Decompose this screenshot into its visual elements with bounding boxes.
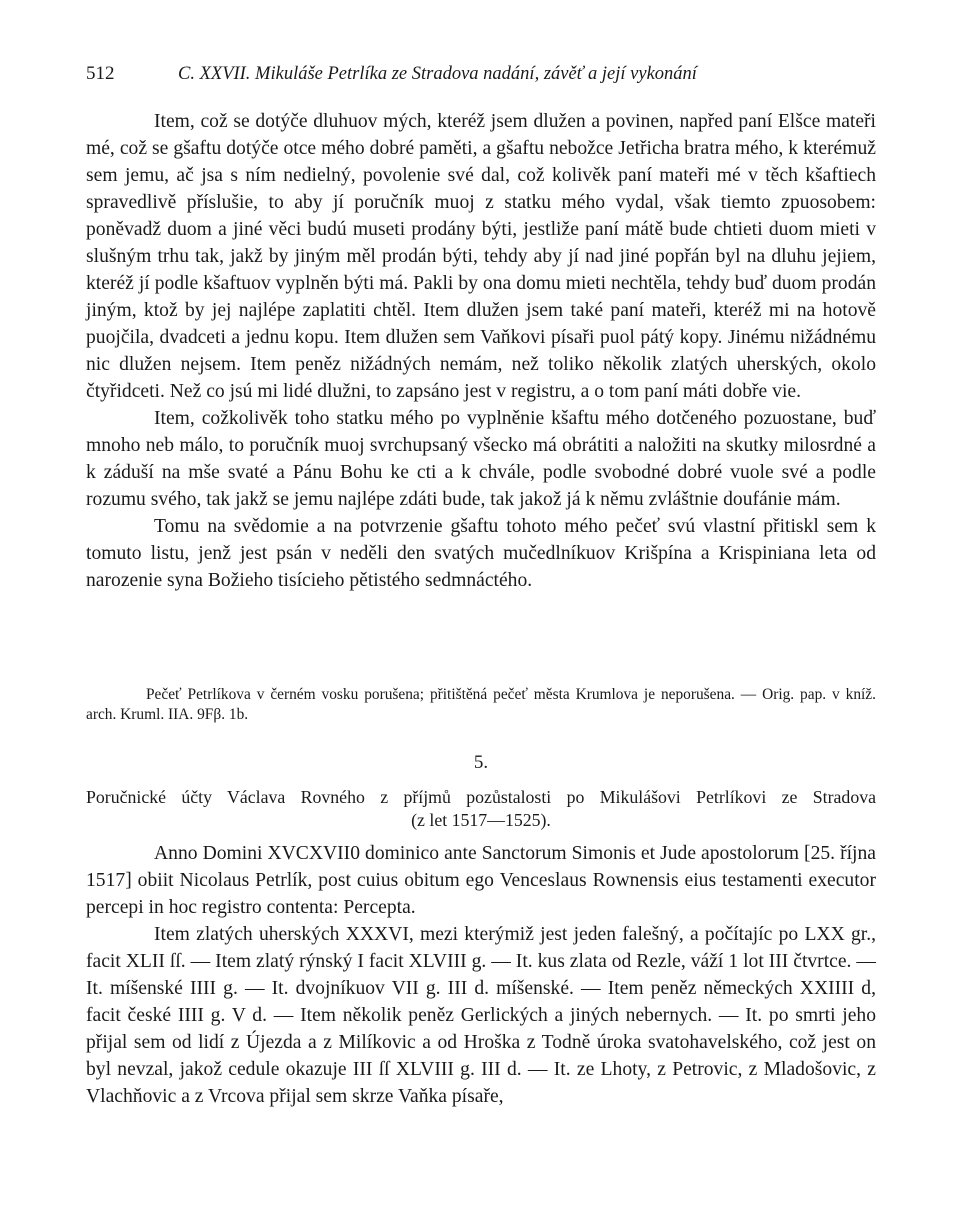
paragraph: Anno Domini XVCXVII0 dominico ante Sanctorum Simonis et Jude apostolorum [25. října 1517] obiit Nicolaus Petrlík, post cuius obitum ego Venceslaus Rownensis eius testamenti executor percepi in hoc registro contenta: Percepta. (86, 843, 876, 918)
page-number: 512 (86, 63, 115, 84)
running-title: C. XXVII. Mikuláše Petrlíka ze Stradova nadání, závěť a její vykonání (178, 64, 697, 84)
paragraph: Tomu na svědomie a na potvrzenie gšaftu tohoto mého pečeť svú vlastní přitiskl sem k tomuto listu, jenž jest psán v neděli den svatých mučedlníkuov Krišpína a Krispiniana leta od narozenie syna Božieho tisícieho pětistého sedmnáctého. (86, 516, 876, 591)
page-header (86, 62, 876, 86)
section1-body (86, 108, 876, 594)
paragraph: Item, cožkolivěk toho statku mého po vyplněnie kšaftu mého dotčeného pozuostane, buď mnoho neb málo, to poručník muoj svrchupsaný všecko má obrátiti a naložiti na skutky milosrdné a k záduší na mše svaté a Pánu Bohu ke cti a k chvále, podle svobodné dobré vuole své a podle rozumu svého, tak jakž se jemu najlépe zdáti bude, tak jakož já k němu zvláštnie doufánie mám. (86, 408, 876, 510)
section2-body (86, 840, 876, 1110)
paragraph: Item, což se dotýče dluhuov mých, kteréž jsem dlužen a povinen, napřed paní Elšce mateři mé, což se gšaftu dotýče otce mého dobré paměti, a gšaftu nebožce Jetřicha bratra mého, k kterémuž sem jemu, ač jsa s ním nedielný, povolenie své dal, což kolivěk paní mateři mé v těch kšaftiech spravedlivě příslušie, to aby jí poručník muoj z statku mého vydal, však tiemto zpuosobem: poněvadž duom a jiné věci budú museti prodány býti, jestliže paní mátě bude chtieti duom mieti v slušným trhu tak, jakž by jiným měl prodán býti, tehdy aby jí nad jiné popřán byl na dluhu jejiem, kteréž jí podle kšaftuov vyplněn býti má. Pakli by ona domu mieti nechtěla, tehdy buď duom prodán jiným, ktož by jej najlépe zaplatiti chtěl. Item dlužen jsem také paní mateři, kteréž mi na hotově puojčila, dvadceti a jednu kopu. Item dlužen sem Vaňkovi písaři puol pátý kopy. Jinému nižádnému nic dlužen nejsem. Item peněz nižádných nemám, než toliko několik zlatých uherských, okolo čtyřidceti. Než co jsú mi lidé dlužni, to zapsáno jest v registru, a o tom paní máti dobře vie. (86, 111, 876, 402)
paragraph: Item zlatých uherských XXXVI, mezi kterýmiž jest jeden falešný, a počítajíc po LXX gr., facit XLII ſſ. — Item zlatý rýnský I facit XLVIII g. — It. kus zlata od Rezle, váží 1 lot III čtvrtce. — It. míšenské IIII g. — It. dvojníkuov VII g. III d. míšenské. — Item peněz německých XXIIII d, facit české IIII g. V d. — Item několik peněz Gerlických a jiných nebernych. — It. po smrti jeho přijal sem od lidí z Újezda a z Milíkovic a od Hroška z Todně úroka svatohavelského, což jest on byl nevzal, jakož cedule okazuje III ſſ XLVIII g. III d. — It. ze Lhoty, z Petrovic, z Mladošovic, z Vlachňovic a z Vrcova přijal sem skrze Vaňka písaře, (86, 924, 876, 1107)
source-note (86, 685, 876, 725)
document-title (86, 786, 876, 832)
document-number: 5. (473, 752, 489, 773)
document-title-line: Poručnické účty Václava Rovného z příjmů pozůstalosti po Mikulášovi Petrlíkovi ze Stradova (86, 787, 876, 807)
note-text: Pečeť Petrlíkova v černém vosku porušena; přitištěná pečeť města Krumlova je neporušena. — Orig. pap. v kníž. arch. Kruml. IIA. 9Fβ. 1b. (86, 686, 876, 723)
document-title-date: (z let 1517—1525). (411, 810, 551, 830)
